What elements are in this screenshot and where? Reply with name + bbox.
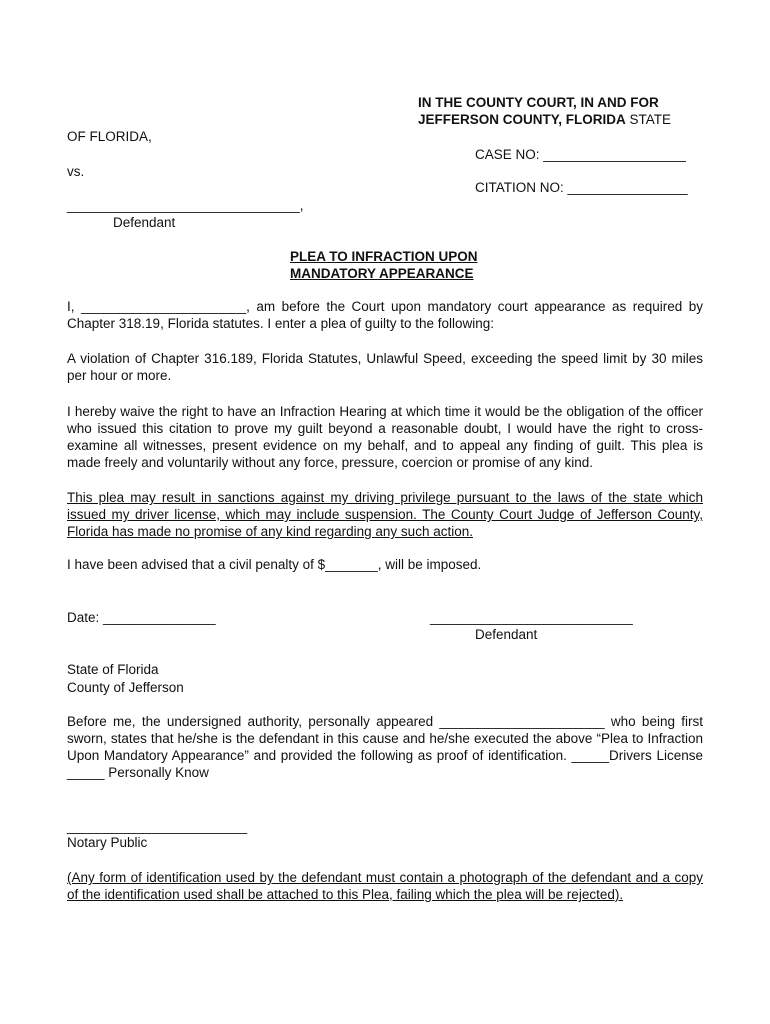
defendant-caption-label: Defendant bbox=[113, 215, 176, 230]
plaintiff-name: OF FLORIDA, bbox=[67, 129, 152, 144]
document-title-line1: PLEA TO INFRACTION UPON bbox=[290, 249, 478, 264]
notary-affidavit-paragraph: Before me, the undersigned authority, personally appeared ______________________ who being first sworn, states that he/she is the defendant in this cause and he/she executed the above “Plea to Infraction Upon Mandatory Appearance” and provided the following as proof of identification. _____Drivers License _____ Personally Know bbox=[67, 714, 703, 780]
versus-label: vs. bbox=[67, 164, 85, 179]
court-heading-line1: IN THE COUNTY COURT, IN AND FOR bbox=[418, 95, 659, 110]
court-heading-county: JEFFERSON COUNTY, FLORIDA bbox=[418, 112, 626, 127]
civil-penalty-paragraph: I have been advised that a civil penalty of $_______, will be imposed. bbox=[67, 557, 482, 572]
notary-county: County of Jefferson bbox=[67, 680, 184, 695]
identification-footnote: (Any form of identification used by the defendant must contain a photograph of the defendant and a copy of the identification used shall be attached to this Plea, failing which the plea will be rejected). bbox=[67, 870, 703, 902]
court-heading-line2 bbox=[418, 111, 671, 128]
defendant-signature-label: Defendant bbox=[475, 627, 538, 642]
notary-public-label: Notary Public bbox=[67, 835, 148, 850]
waiver-paragraph: I hereby waive the right to have an Infraction Hearing at which time it would be the obligation of the officer who issued this citation to prove my guilt beyond a reasonable doubt, I would have the right to cross-examine all witnesses, present evidence on my behalf, and to appeal any finding of guilt. This plea is made freely and voluntarily without any force, pressure, coercion or promise of any kind. bbox=[67, 404, 703, 470]
court-heading-state: STATE bbox=[625, 112, 672, 127]
defendant-signature-line: ___________________________ bbox=[430, 610, 633, 625]
notary-state: State of Florida bbox=[67, 662, 159, 677]
plea-statement-paragraph: I, ______________________, am before the Court upon mandatory court appearance as required by Chapter 318.19, Florida statutes. I enter a plea of guilty to the following: bbox=[67, 299, 703, 331]
sanctions-paragraph: This plea may result in sanctions against my driving privilege pursuant to the laws of the state which issued my driver license, which may include suspension. The County Court Judge of Jefferson County, Florida has made no promise of any kind regarding any such action. bbox=[67, 490, 703, 539]
citation-number-field: CITATION NO: ________________ bbox=[475, 180, 688, 195]
document-title-line2: MANDATORY APPEARANCE bbox=[290, 266, 474, 281]
notary-signature-line: ________________________ bbox=[67, 819, 248, 834]
violation-paragraph: A violation of Chapter 316.189, Florida Statutes, Unlawful Speed, exceeding the speed limit by 30 miles per hour or more. bbox=[67, 351, 703, 383]
defendant-name-line: _______________________________, bbox=[67, 198, 304, 213]
date-field: Date: _______________ bbox=[67, 610, 216, 625]
case-number-field: CASE NO: ___________________ bbox=[475, 147, 686, 162]
